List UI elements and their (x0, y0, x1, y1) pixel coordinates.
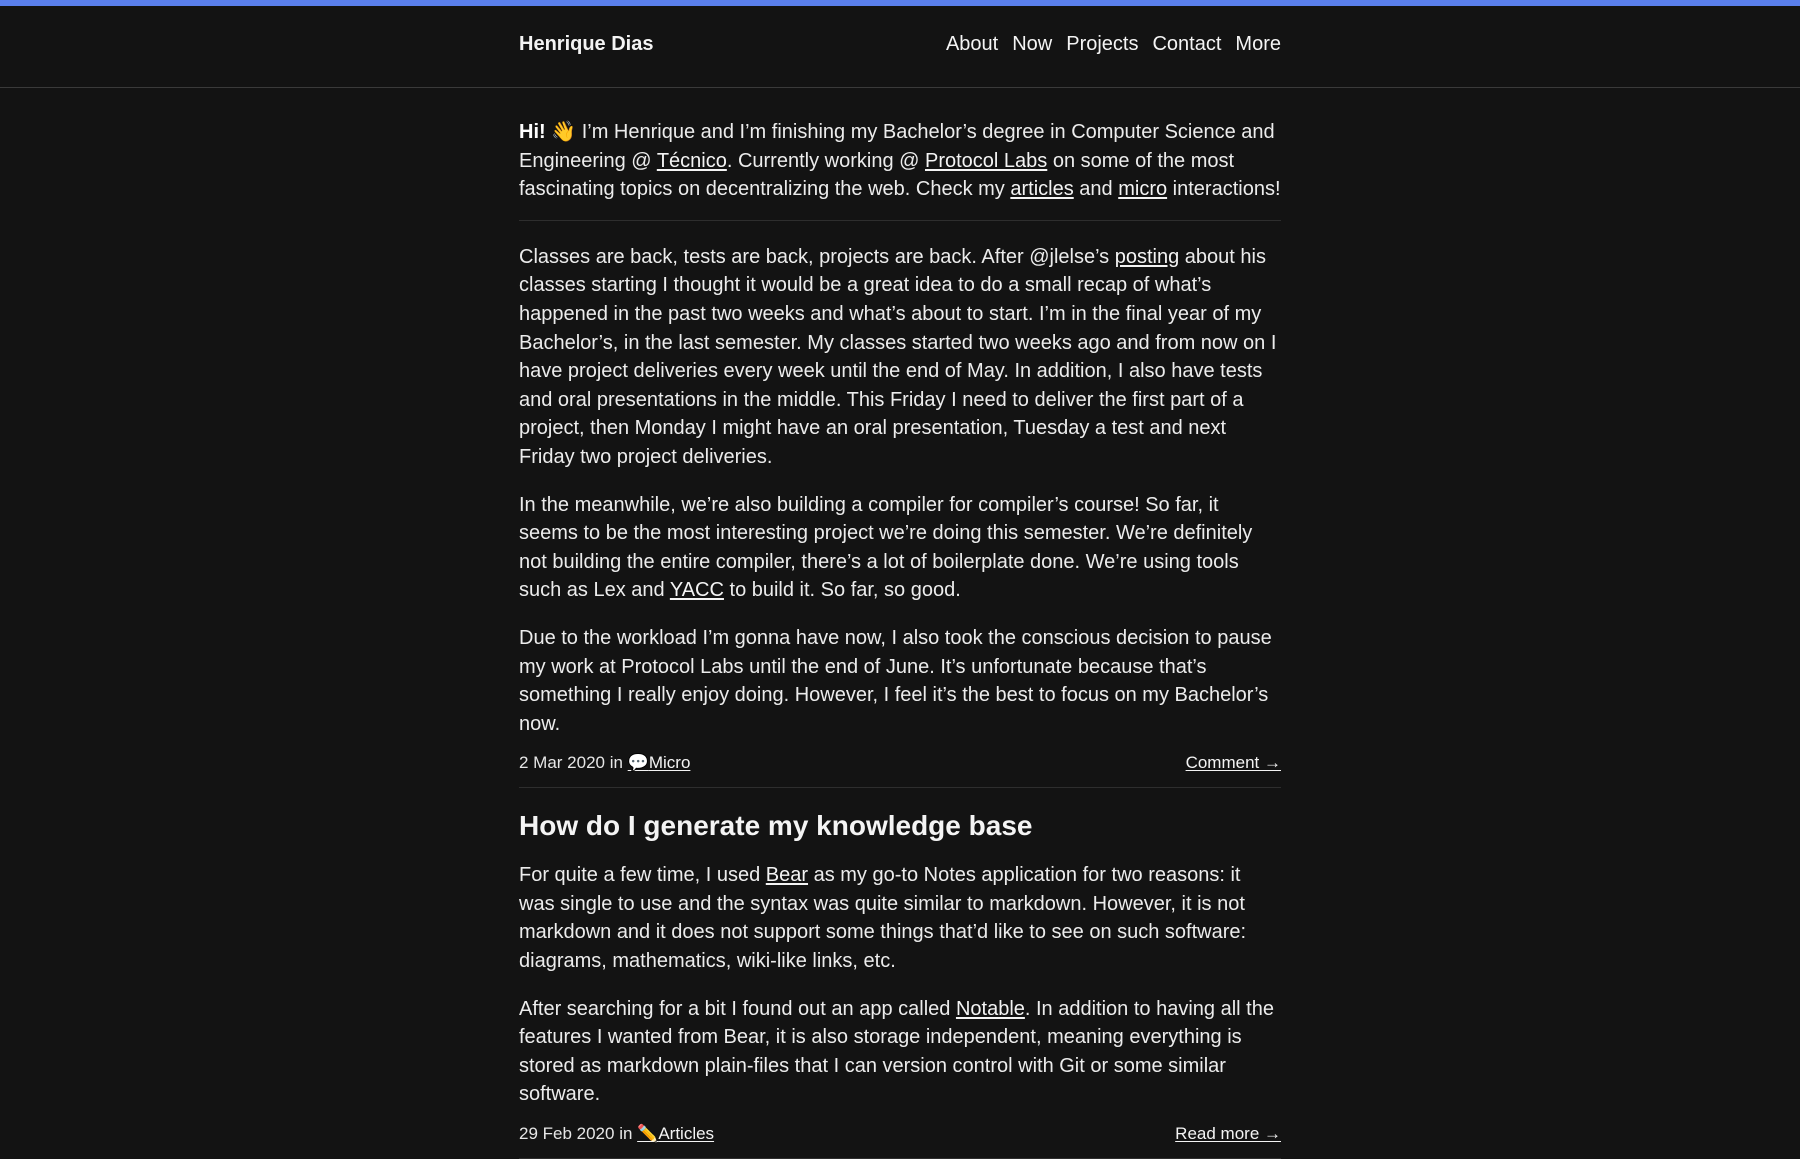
intro-greeting: Hi! (519, 121, 546, 143)
category-link-micro[interactable] (628, 753, 691, 772)
notable-link[interactable]: Notable (955, 997, 1025, 1020)
read-more-link[interactable]: Read more → (1175, 1124, 1281, 1144)
articles-link[interactable]: articles (1010, 178, 1074, 201)
post-in-label: in (605, 753, 628, 773)
intro-text-2: . Currently working @ (726, 149, 925, 172)
intro-section (519, 117, 1281, 221)
post-title[interactable]: How do I generate my knowledge base (519, 810, 1033, 842)
protocol-labs-link[interactable]: Protocol Labs (924, 149, 1048, 172)
posting-link[interactable]: posting (1114, 245, 1180, 268)
post-micro (519, 221, 1281, 789)
post-article (519, 808, 1281, 1159)
header-inner (519, 6, 1281, 88)
post-meta (519, 1124, 1281, 1158)
category-label: Articles (658, 1124, 715, 1144)
intro-text (519, 117, 1281, 204)
post-date: 29 Feb 2020 (519, 1124, 615, 1144)
post-text: . In addition to having all the features I wanted from Bear, it is also storage independent, meaning everything is stored as markdown plain-files that I can version control with Git or some similar software. (519, 997, 1274, 1106)
post-text: as my go-to Notes application for two reasons: it was single to use and the syntax was quite similar to markdown. However, it is not markdown and it does not support some things that’d like to see on such software: diagrams, mathematics, wiki-like links, etc. (519, 864, 1247, 973)
wave-icon: 👋 (551, 119, 577, 143)
intro-text-1: I’m Henrique and I’m finishing my Bachelor’s degree in Computer Science and Engineering @ (519, 121, 1275, 172)
post-paragraph: Due to the workload I’m gonna have now, I also took the conscious decision to pause my work at Protocol Labs until the end of June. It’s unfortunate because that’s something I really enjoy doing. However, I feel it’s the best to focus on my Bachelor’s now. (519, 626, 1272, 735)
post-text: Classes are back, tests are back, projects are back. After @jlelse’s (519, 245, 1115, 268)
main-content (519, 88, 1281, 1159)
site-title-link[interactable]: Henrique Dias (519, 32, 654, 55)
nav-now[interactable]: Now (1012, 32, 1053, 55)
pencil-icon: ✏️ (637, 1124, 659, 1145)
nav-contact[interactable]: Contact (1152, 32, 1222, 55)
post-paragraph (519, 861, 1281, 975)
post-date: 2 Mar 2020 (519, 753, 605, 773)
post-text: about his classes starting I thought it would be a great idea to do a small recap of what’s happened in the past two weeks and what’s about to start. I’m in the final year of my Bachelor’s, in the last semester. My classes started two weeks ago and from now on I have project deliveries every week until the end of May. In addition, I also have tests and oral presentations in the middle. This Friday I need to deliver the first part of a project, then Monday I might have an oral presentation, Tuesday a test and next Friday two project deliveries. (519, 245, 1277, 468)
post-text: to build it. So far, so good. (723, 579, 961, 602)
post-text: After searching for a bit I found out an app called (519, 997, 956, 1020)
post-paragraph (519, 491, 1281, 605)
post-date-line (519, 1124, 714, 1144)
bear-link[interactable]: Bear (765, 864, 809, 887)
post-in-label: in (614, 1124, 638, 1144)
post-meta (519, 753, 1281, 787)
main-nav (946, 33, 1281, 56)
comment-link[interactable]: Comment → (1185, 753, 1281, 773)
tecnico-link[interactable]: Técnico (656, 149, 727, 172)
nav-more[interactable]: More (1235, 32, 1281, 55)
post-paragraph (519, 243, 1281, 472)
post-text: In the meanwhile, we’re also building a compiler for compiler’s course! So far, it seems to be the most interesting project we’re doing this semester. We’re definitely not building the entire compiler, there’s a lot of boilerplate done. We’re using tools such as Lex and (519, 493, 1253, 602)
category-label: Micro (648, 753, 691, 773)
speech-bubble-icon: 💬 (627, 753, 649, 774)
nav-about[interactable]: About (945, 32, 999, 55)
post-paragraph (519, 995, 1281, 1109)
category-link-articles[interactable] (637, 1124, 714, 1143)
yacc-link[interactable]: YACC (669, 579, 724, 602)
intro-text-3: on some of the most fascinating topics on decentralizing the web. Check my (519, 149, 1235, 201)
site-header (0, 6, 1800, 88)
post-date-line (519, 753, 690, 773)
intro-text-4: and (1073, 178, 1119, 201)
post-text: For quite a few time, I used (519, 864, 766, 887)
intro-text-5: interactions! (1167, 178, 1281, 201)
micro-link[interactable]: micro (1118, 178, 1168, 201)
nav-projects[interactable]: Projects (1066, 32, 1139, 55)
